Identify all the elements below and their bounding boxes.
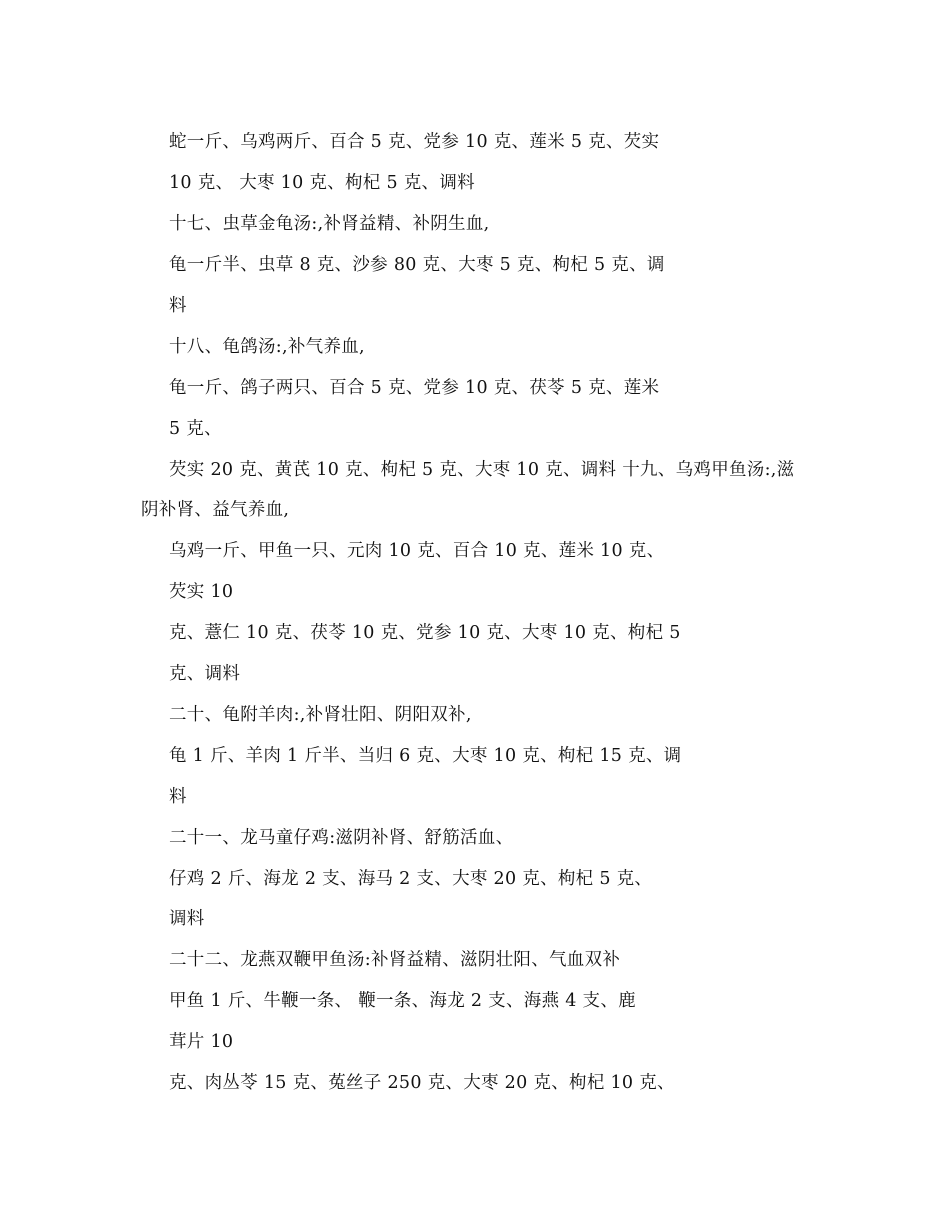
text-line: 蛇一斤、乌鸡两斤、百合 5 克、党参 10 克、莲米 5 克、芡实	[169, 132, 660, 152]
text-line: 料	[169, 787, 187, 807]
text-line: 阴补肾、益气养血,	[141, 500, 290, 520]
text-line: 芡实 20 克、黄芪 10 克、枸杞 5 克、大枣 10 克、调料 十九、乌鸡甲鱼汤:,滋	[169, 460, 795, 480]
text-line: 10 克、 大枣 10 克、枸杞 5 克、调料	[169, 173, 475, 193]
text-line: 调料	[169, 909, 205, 929]
text-line: 龟一斤、鸽子两只、百合 5 克、党参 10 克、茯苓 5 克、莲米	[169, 378, 660, 398]
text-line: 乌鸡一斤、甲鱼一只、元肉 10 克、百合 10 克、莲米 10 克、	[169, 541, 665, 561]
text-line: 茸片 10	[169, 1032, 234, 1052]
text-line: 料	[169, 296, 187, 316]
text-line: 龟一斤半、虫草 8 克、沙参 80 克、大枣 5 克、枸杞 5 克、调	[169, 255, 665, 275]
text-line: 二十一、龙马童仔鸡:滋阴补肾、舒筋活血、	[169, 828, 514, 848]
text-line: 甲鱼 1 斤、牛鞭一条、 鞭一条、海龙 2 支、海燕 4 支、鹿	[169, 991, 636, 1011]
text-line: 二十二、龙燕双鞭甲鱼汤:补肾益精、滋阴壮阳、气血双补	[169, 950, 621, 970]
text-line: 克、调料	[169, 664, 241, 684]
text-line: 龟 1 斤、羊肉 1 斤半、当归 6 克、大枣 10 克、枸杞 15 克、调	[169, 746, 682, 766]
text-line: 克、薏仁 10 克、茯苓 10 克、党参 10 克、大枣 10 克、枸杞 5	[169, 623, 681, 643]
text-line: 仔鸡 2 斤、海龙 2 支、海马 2 支、大枣 20 克、枸杞 5 克、	[169, 869, 653, 889]
text-line: 5 克、	[169, 419, 222, 439]
text-line: 芡实 10	[169, 582, 234, 602]
text-line: 十七、虫草金龟汤:,补肾益精、补阴生血,	[169, 214, 490, 234]
text-line: 二十、龟附羊肉:,补肾壮阳、阴阳双补,	[169, 705, 472, 725]
text-line: 克、肉丛苓 15 克、菟丝子 250 克、大枣 20 克、枸杞 10 克、	[169, 1073, 675, 1093]
text-line: 十八、龟鸽汤:,补气养血,	[169, 337, 365, 357]
